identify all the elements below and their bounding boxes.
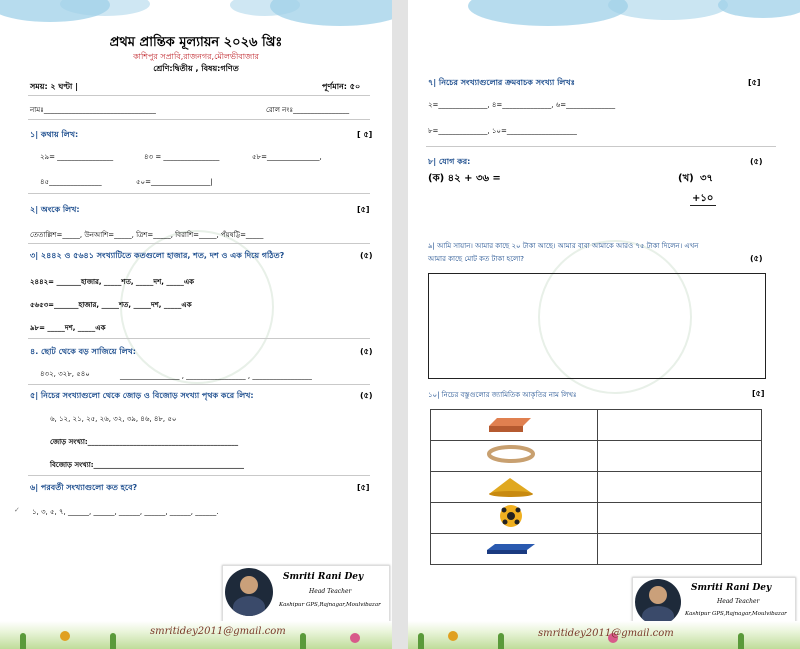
object-cell xyxy=(431,410,598,441)
page-right xyxy=(408,0,800,649)
q9-marks: (৫) xyxy=(750,254,763,263)
answer-cell[interactable] xyxy=(598,503,762,534)
odd-numbers-field[interactable]: বিজোড় সংখ্যা:___________________________________________ xyxy=(50,461,245,469)
name-field[interactable]: নামঃ________________________________ xyxy=(30,106,156,114)
sky-banner xyxy=(408,0,800,48)
avatar xyxy=(635,579,681,625)
question-9-line2: আমার কাছে মোট কত টাকা হলো? xyxy=(428,255,524,263)
question-6: ৬| পরবর্তী সংখ্যাগুলো কত হবে? xyxy=(30,483,138,492)
q4-marks: (৫) xyxy=(360,347,373,356)
q4-numbers: ৪৩২, ৩২৮, ৫৪০ xyxy=(40,370,90,378)
footer-email: smritidey2011@gmail.com xyxy=(150,626,286,637)
q6-sequence[interactable]: ১, ৩, ৫, ৭, ______, ______, ______, ______, ______, ______. xyxy=(32,508,219,516)
question-3: ৩| ২৪৪২ ও ৫৬৪১ সংখ্যাটিতে কতগুলো হাজার, শত, দশ ও এক দিয়ে গঠিত? xyxy=(30,251,285,260)
signature-name: Smriti Rani Dey xyxy=(691,583,772,593)
page-left xyxy=(0,0,392,649)
divider xyxy=(28,384,370,385)
q1-marks: [ ৫] xyxy=(357,130,373,139)
object-cell xyxy=(431,441,598,472)
q10-marks: [৫] xyxy=(752,389,765,398)
footer-email: smritidey2011@gmail.com xyxy=(538,628,674,639)
q2-items[interactable]: তেতাল্লিশ=_____, উনআশি=_____, ত্রিশ=_____, বিরাশি=_____, পঁয়ষট্টি=_____ xyxy=(30,231,264,239)
divider xyxy=(28,119,370,120)
divider xyxy=(28,193,370,194)
q7-marks: [৫] xyxy=(748,78,761,87)
q7-row[interactable]: ২=______________, ৪=______________, ৬=______________ xyxy=(428,101,616,109)
question-9-line1: ৯| আমি সায়ান। আমার কাছে ২০ টাকা আছে। আমার বাবা আমাকে আরও ৭৫ টাকা দিলেন। এখন xyxy=(428,242,699,250)
cone-icon xyxy=(431,472,597,498)
exam-title: প্রথম প্রান্তিক মূল্যায়ন ২০২৬ খ্রিঃ xyxy=(109,35,283,50)
signature-school: Kashipur GPS,Rajnagar,Moulvibazar xyxy=(279,602,381,608)
q4-answer-blanks[interactable]: _________________ , _________________ , _________________ xyxy=(120,372,312,380)
brick-icon xyxy=(431,410,597,436)
shapes-table xyxy=(430,409,762,565)
divider xyxy=(28,243,370,244)
q1-item[interactable]: ৫৮=_______________, xyxy=(252,153,322,161)
q8-a: (ক) ৪২ + ৩৬ = xyxy=(428,173,501,184)
q1-item[interactable]: ৪৫_______________ xyxy=(40,178,102,186)
question-5: ৫| নিচের সংখ্যাগুলো থেকে জোড় ও বিজোড় সংখ্যা পৃথক করে লিখ: xyxy=(30,391,254,400)
signature-school: Kashipur GPS,Rajnagar,Moulvibazar xyxy=(685,611,787,617)
ring-icon xyxy=(431,441,597,467)
signature-card xyxy=(222,565,390,623)
signature-role: Head Teacher xyxy=(717,598,760,605)
q8-b-top: ৩৭ xyxy=(700,173,714,184)
answer-cell[interactable] xyxy=(598,441,762,472)
checkmark-icon: ✓ xyxy=(14,506,20,514)
answer-cell[interactable] xyxy=(598,472,762,503)
avatar xyxy=(225,568,273,616)
q8-b-label: (খ) xyxy=(678,173,694,184)
answer-cell[interactable] xyxy=(598,534,762,565)
exam-time: সময়: ২ ঘণ্টা | xyxy=(30,82,79,91)
question-10: ১০| নিচের বস্তুগুলোর জ্যামিতিক আকৃতির নাম লিখঃ xyxy=(428,391,577,399)
q5-numbers: ৬, ১২, ২১, ২৫, ২৬, ৩২, ৩৯, ৪৬, ৪৮, ৫০ xyxy=(50,415,177,423)
sum-line xyxy=(690,205,716,206)
q8-marks: (৫) xyxy=(750,157,763,166)
signature-role: Head Teacher xyxy=(309,588,352,595)
question-1: ১| কথায় লিখ: xyxy=(30,130,79,139)
divider xyxy=(426,146,776,147)
q1-item[interactable]: ৪৩ = ________________ xyxy=(144,153,220,161)
q6-marks: [৫] xyxy=(357,483,370,492)
object-cell xyxy=(431,472,598,503)
class-subject: শ্রেণি:দ্বিতীয় , বিষয়:গণিত xyxy=(153,64,239,73)
q8-b-bottom: +১০ xyxy=(692,193,714,204)
question-2: ২| অংকে লিখ: xyxy=(30,205,80,214)
divider xyxy=(28,338,370,339)
full-marks: পূর্ণমান: ৫০ xyxy=(322,82,361,91)
divider xyxy=(28,95,370,96)
q3-row[interactable]: ৯৮= _____দশ, _____এক xyxy=(30,324,106,332)
q3-row[interactable]: ২৪৪২= _______হাজার, _____শত, _____দশ, _____এক xyxy=(30,278,195,286)
object-cell xyxy=(431,534,598,565)
q1-item[interactable]: ২৯= ________________ xyxy=(40,153,114,161)
object-cell xyxy=(431,503,598,534)
q7-row[interactable]: ৮=______________, ১০=____________________ xyxy=(428,127,577,135)
question-8: ৮| যোগ কর: xyxy=(428,157,471,166)
even-numbers-field[interactable]: জোড় সংখ্যা:___________________________________________ xyxy=(50,438,239,446)
q2-marks: [৫] xyxy=(357,205,370,214)
question-4: ৪. ছোট থেকে বড় সাজিয়ে লিখ: xyxy=(30,347,137,356)
divider xyxy=(28,475,370,476)
q5-marks: (৫) xyxy=(360,391,373,400)
q9-answer-box[interactable] xyxy=(428,273,766,379)
q3-marks: (৫) xyxy=(360,251,373,260)
q1-item[interactable]: ৫০=_________________| xyxy=(136,178,213,186)
q3-row[interactable]: ৫৬৫৩=_______হাজার, _____শত, _____দশ, _____এক xyxy=(30,301,192,309)
book-icon xyxy=(431,534,597,560)
question-7: ৭| নিচের সংখ্যাগুলোর ক্রমবাচক সংখ্যা লিখঃ xyxy=(428,78,575,87)
answer-cell[interactable] xyxy=(598,410,762,441)
ball-icon xyxy=(431,503,597,529)
school-name: কাশিপুর সপ্রাবি,রাজনগর,মৌলভীবাজার xyxy=(133,52,259,61)
roll-field[interactable]: রোল নংঃ________________ xyxy=(266,106,350,114)
signature-name: Smriti Rani Dey xyxy=(283,572,364,582)
